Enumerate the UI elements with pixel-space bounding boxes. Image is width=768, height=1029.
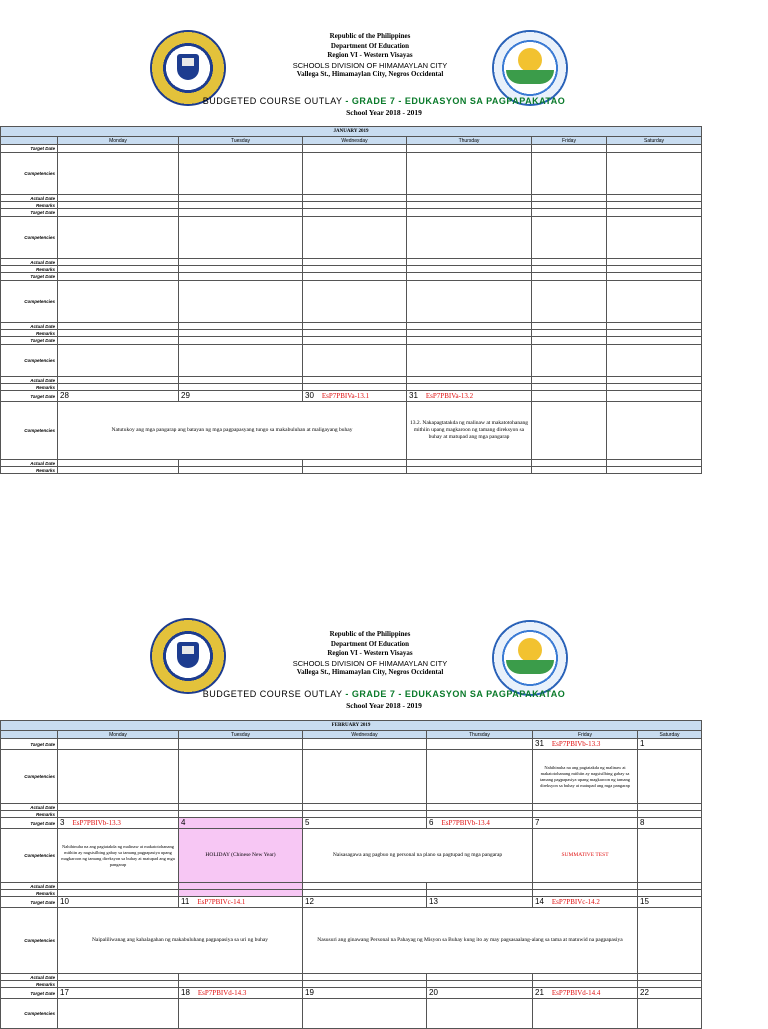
header-line: Region VI - Western Visayas bbox=[327, 649, 413, 657]
competency-code: EsP7PBIVc-14.2 bbox=[551, 898, 600, 906]
title-prefix: BUDGETED COURSE OUTLAY bbox=[202, 689, 343, 699]
title-prefix: BUDGETED COURSE OUTLAY bbox=[202, 96, 343, 106]
competencies-label: Competencies bbox=[1, 829, 58, 883]
competencies-label: Competencies bbox=[1, 402, 58, 460]
competency-text: Natutukoy ang mga pangarap ang batayan ng mga pagpapasyang tungo sa makabuluhan at maligayang buhay bbox=[58, 402, 407, 460]
day-header: Tuesday bbox=[179, 137, 303, 145]
actual-date-label: Actual Date bbox=[1, 883, 58, 890]
competency-code: EsP7PBIVa-13.2 bbox=[425, 392, 474, 400]
day-cell bbox=[533, 988, 638, 999]
day-cell bbox=[179, 897, 303, 908]
day-number: 29 bbox=[179, 391, 303, 402]
day-number: 10 bbox=[58, 897, 179, 908]
competency-text: Nahihinuha na ang pagtatakda ng malinaw at makatotohanang mithiin ay nagsisilbing gabay sa tamang pagpapasiya upang magkaroon ng tamang direksyon sa buhay at matupad ang mga pangarap bbox=[58, 829, 179, 883]
remarks-label: Remarks bbox=[1, 811, 58, 818]
day-cell bbox=[533, 739, 638, 750]
actual-date-label: Actual Date bbox=[1, 974, 58, 981]
competencies-label: Competencies bbox=[1, 908, 58, 974]
day-cell bbox=[58, 818, 179, 829]
competency-code: EsP7PBIVd-14.4 bbox=[551, 989, 601, 997]
competencies-label: Competencies bbox=[1, 750, 58, 804]
day-number: 11 bbox=[181, 897, 190, 906]
header-division: SCHOOLS DIVISION OF HIMAMAYLAN CITY bbox=[292, 658, 448, 668]
day-header: Saturday bbox=[638, 731, 702, 739]
actual-date-label: Actual Date bbox=[1, 259, 58, 266]
day-number: 8 bbox=[638, 818, 702, 829]
summative-test-text: SUMMATIVE TEST bbox=[533, 829, 638, 883]
day-header: Friday bbox=[533, 731, 638, 739]
header-address: Vallega St., Himamaylan City, Negros Occidental bbox=[296, 668, 444, 676]
january-page bbox=[0, 30, 768, 473]
month-title: FEBRUARY 2019 bbox=[1, 721, 702, 731]
day-number: 17 bbox=[58, 988, 179, 999]
competency-text: 13.2. Nakapagtatakda ng malinaw at makatotohanang mithiin upang magkaroon ng tamang direksyon sa buhay at matupad ang mga pangarap bbox=[407, 402, 532, 460]
remarks-label: Remarks bbox=[1, 266, 58, 273]
school-year: School Year 2018 - 2019 bbox=[346, 701, 422, 710]
deped-seal-icon bbox=[150, 30, 226, 106]
target-date-label: Target Date bbox=[1, 818, 58, 829]
day-header: Tuesday bbox=[179, 731, 303, 739]
competency-text: Nahihinuha na ang pagtatakda ng malinaw at makatotohanang mithiin ay nagsisilbing gabay sa tamang pagpapasiya upang magkaroon ng tamang direksyon sa buhay at matupad ang mga pangarap bbox=[533, 750, 638, 804]
day-number: 31 bbox=[409, 391, 418, 400]
header-line: Department Of Education bbox=[330, 41, 410, 50]
header-line: Region VI - Western Visayas bbox=[327, 51, 413, 59]
day-number: 4 bbox=[179, 818, 303, 829]
deped-seal-icon bbox=[150, 618, 226, 694]
day-number: 22 bbox=[638, 988, 702, 999]
day-header: Monday bbox=[58, 731, 179, 739]
day-header: Saturday bbox=[607, 137, 702, 145]
day-number: 21 bbox=[535, 988, 544, 997]
actual-date-label: Actual Date bbox=[1, 804, 58, 811]
division-seal-icon bbox=[492, 30, 568, 106]
day-cell bbox=[427, 818, 533, 829]
header-text bbox=[240, 32, 500, 80]
remarks-label: Remarks bbox=[1, 981, 58, 988]
header-address: Vallega St., Himamaylan City, Negros Occidental bbox=[296, 70, 444, 78]
day-number: 30 bbox=[305, 391, 314, 400]
day-number: 3 bbox=[60, 818, 65, 827]
competency-code: EsP7PBIVc-14.1 bbox=[197, 898, 246, 906]
competency-code: EsP7PBIVa-13.1 bbox=[321, 392, 370, 400]
february-calendar bbox=[0, 720, 702, 1029]
title-subject: - GRADE 7 - EDUKASYON SA PAGPAPAKATAO bbox=[345, 96, 566, 106]
target-date-label: Target Date bbox=[1, 337, 58, 345]
competencies-label: Competencies bbox=[1, 217, 58, 259]
february-page bbox=[0, 620, 768, 1016]
document-title bbox=[0, 689, 768, 699]
day-number: 14 bbox=[535, 897, 544, 906]
day-cell bbox=[533, 897, 638, 908]
actual-date-label: Actual Date bbox=[1, 460, 58, 467]
day-number: 15 bbox=[638, 897, 702, 908]
remarks-label: Remarks bbox=[1, 384, 58, 391]
day-header: Friday bbox=[532, 137, 607, 145]
target-date-label: Target Date bbox=[1, 391, 58, 402]
competency-text: Naisasagawa ang pagbuo ng personal na plano sa pagtupad ng mga pangarap bbox=[303, 829, 533, 883]
actual-date-label: Actual Date bbox=[1, 195, 58, 202]
header-division: SCHOOLS DIVISION OF HIMAMAYLAN CITY bbox=[292, 60, 448, 70]
day-header: Thursday bbox=[407, 137, 532, 145]
competency-code: EsP7PBIVb-13.4 bbox=[441, 819, 490, 827]
target-date-label: Target Date bbox=[1, 273, 58, 281]
day-cell bbox=[303, 391, 407, 402]
target-date-label: Target Date bbox=[1, 145, 58, 153]
day-number: 13 bbox=[427, 897, 533, 908]
day-number: 5 bbox=[303, 818, 427, 829]
corner-cell bbox=[1, 137, 58, 145]
month-title: JANUARY 2019 bbox=[1, 127, 702, 137]
remarks-label: Remarks bbox=[1, 330, 58, 337]
holiday-text: HOLIDAY (Chinese New Year) bbox=[179, 829, 303, 883]
title-subject: - GRADE 7 - EDUKASYON SA PAGPAPAKATAO bbox=[345, 689, 566, 699]
competency-code: EsP7PBIVd-14.3 bbox=[197, 989, 247, 997]
document-title bbox=[0, 96, 768, 106]
target-date-label: Target Date bbox=[1, 897, 58, 908]
target-date-label: Target Date bbox=[1, 988, 58, 999]
competencies-label: Competencies bbox=[1, 345, 58, 377]
header-line: Department Of Education bbox=[330, 639, 410, 648]
day-number: 31 bbox=[535, 739, 544, 748]
day-number: 1 bbox=[638, 739, 702, 750]
target-date-label: Target Date bbox=[1, 209, 58, 217]
actual-date-label: Actual Date bbox=[1, 377, 58, 384]
day-cell bbox=[179, 988, 303, 999]
competency-code: EsP7PBIVb-13.3 bbox=[72, 819, 121, 827]
header-line: Republic of the Philippines bbox=[329, 630, 411, 638]
header-text bbox=[240, 630, 500, 678]
day-number: 7 bbox=[533, 818, 638, 829]
competency-text: Nasusuri ang ginawang Personal na Pahayag ng Misyon sa Buhay kung ito ay may pagsasaalang-alang sa tama at matuwid na pagpapasiya bbox=[303, 908, 638, 974]
competency-code: EsP7PBIVb-13.3 bbox=[551, 740, 601, 748]
competency-text: Naipaliliwanag ang kahalagahan ng makabuluhang pagpapasiya sa uri ng buhay bbox=[58, 908, 303, 974]
remarks-label: Remarks bbox=[1, 202, 58, 209]
competencies-label: Competencies bbox=[1, 153, 58, 195]
school-year: School Year 2018 - 2019 bbox=[346, 108, 422, 117]
header-line: Republic of the Philippines bbox=[329, 32, 411, 40]
remarks-label: Remarks bbox=[1, 467, 58, 474]
day-cell bbox=[407, 391, 532, 402]
corner-cell bbox=[1, 731, 58, 739]
competencies-label: Competencies bbox=[1, 281, 58, 323]
day-number: 6 bbox=[429, 818, 434, 827]
day-number: 19 bbox=[303, 988, 427, 999]
day-header: Monday bbox=[58, 137, 179, 145]
day-header: Wednesday bbox=[303, 137, 407, 145]
competencies-label: Competencies bbox=[1, 999, 58, 1029]
day-header: Thursday bbox=[427, 731, 533, 739]
division-seal-icon bbox=[492, 620, 568, 696]
january-calendar bbox=[0, 126, 702, 474]
day-header: Wednesday bbox=[303, 731, 427, 739]
actual-date-label: Actual Date bbox=[1, 323, 58, 330]
day-number: 12 bbox=[303, 897, 427, 908]
day-number: 18 bbox=[181, 988, 190, 997]
target-date-label: Target Date bbox=[1, 739, 58, 750]
day-number: 20 bbox=[427, 988, 533, 999]
remarks-label: Remarks bbox=[1, 890, 58, 897]
day-number: 28 bbox=[58, 391, 179, 402]
